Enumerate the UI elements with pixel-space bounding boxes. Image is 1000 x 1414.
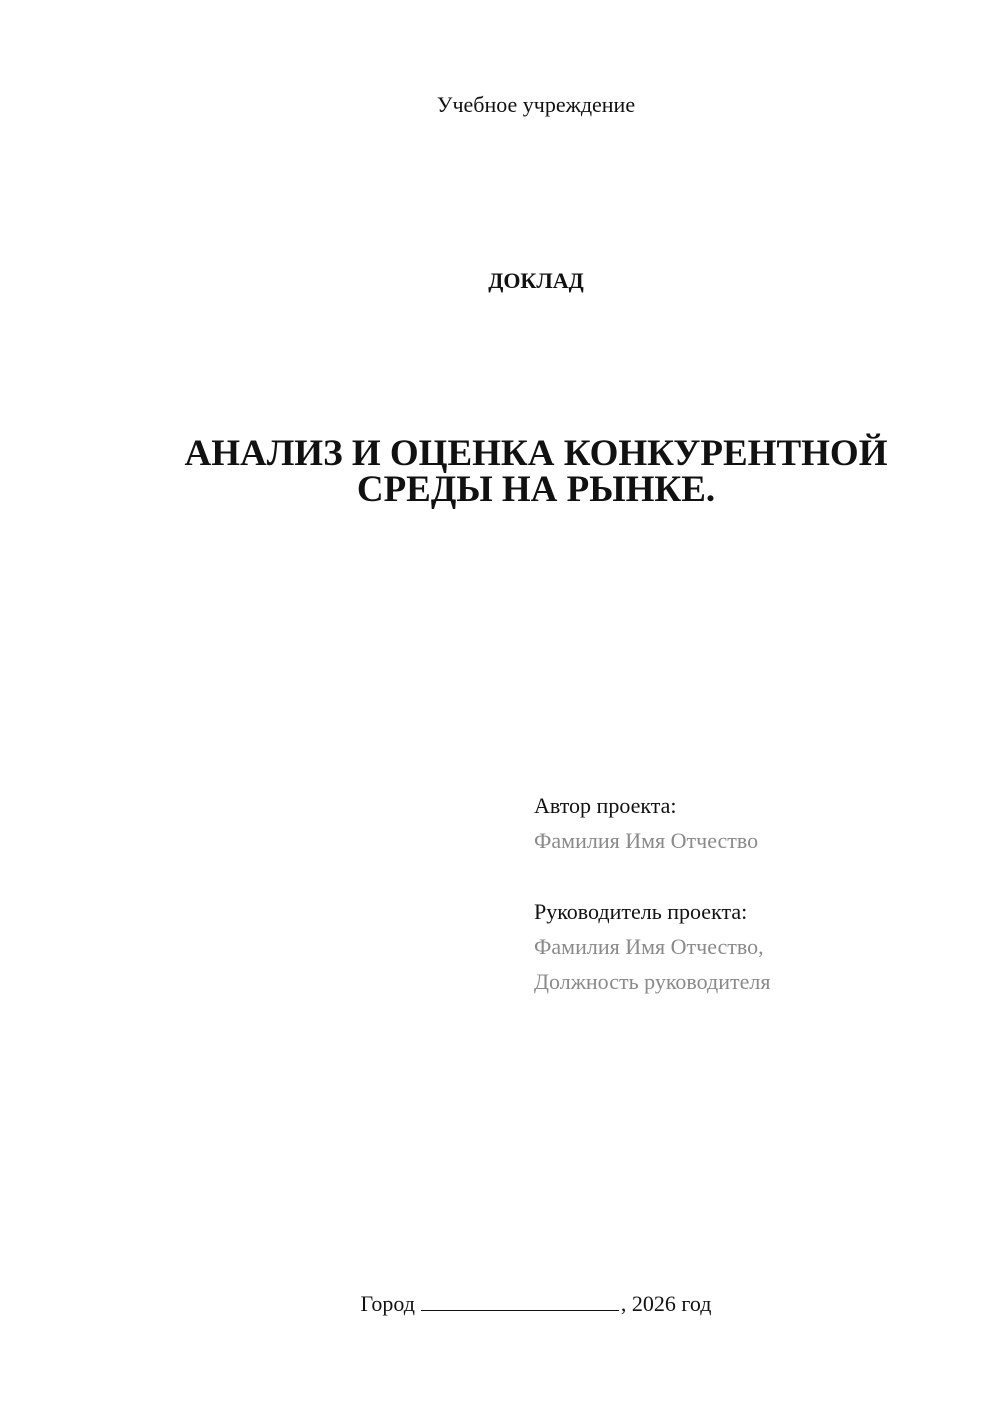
report-title-line-2: СРЕДЫ НА РЫНКЕ. <box>356 469 716 510</box>
author-name: Фамилия Имя Отчество <box>534 828 759 853</box>
footer-city-year <box>0 1290 1000 1317</box>
author-label: Автор проекта: <box>534 793 677 818</box>
credits-spacer <box>534 858 974 894</box>
credits-block <box>534 788 974 999</box>
city-blank-line <box>421 1290 619 1311</box>
report-title-line-1: АНАЛИЗ И ОЦЕНКА КОНКУРЕНТНОЙ <box>184 433 888 474</box>
city-label: Город <box>360 1291 415 1316</box>
document-type: ДОКЛАД <box>488 268 584 293</box>
report-title <box>0 433 1000 510</box>
year-text: , 2026 год <box>620 1291 712 1316</box>
institution-name: Учебное учреждение <box>436 92 636 117</box>
supervisor-position: Должность руководителя <box>534 969 771 994</box>
supervisor-label: Руководитель проекта: <box>534 899 748 924</box>
supervisor-name: Фамилия Имя Отчество, <box>534 934 764 959</box>
